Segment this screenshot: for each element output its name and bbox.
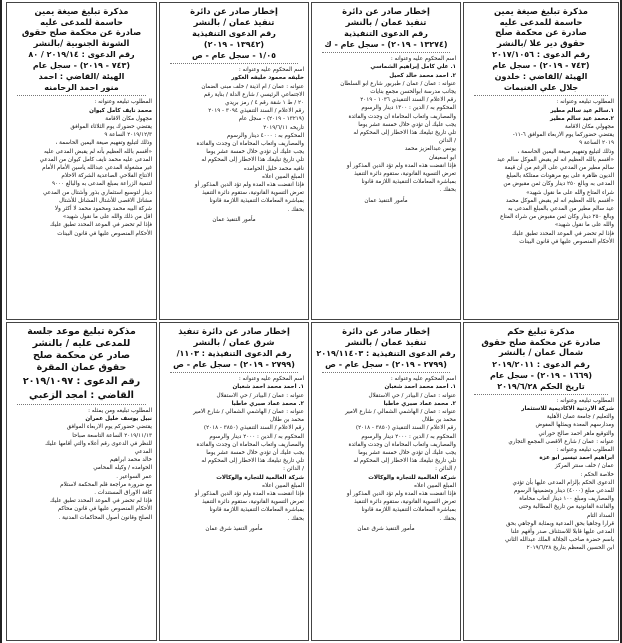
body-line: / الدائن xyxy=(438,138,456,145)
body-line: يجب عليك أن تؤدي خلال خمسة عشر يوما xyxy=(206,450,304,457)
case-number-line: رقم الدعوى التنفيذية xyxy=(192,29,276,39)
body-line: لتنمية الزراعة بمبلغ المدعى به والبالغ ٩٠٠٠ xyxy=(52,181,152,188)
body-line: ٢٠١٩/١١/١٣ الساعة التاسعة صباحا xyxy=(72,432,152,439)
body-line: وبالغ ٢٥٠ دينار وكان ثمن مقبوض من شراء المتاع xyxy=(500,214,614,221)
body-line: عنوانه : عمان / ام اذينة / خلف مبنى الضمان xyxy=(201,83,304,90)
body-line: تلي تاريخ تبليغك هذا الاخطار إلى المحكوم له xyxy=(353,130,456,137)
notice-header xyxy=(316,6,456,27)
section-divider xyxy=(17,95,146,96)
signature-line: مأمور التنفيذ عمان xyxy=(364,197,408,204)
body-line: المبلغ المبين اعلاه xyxy=(262,482,304,489)
case-number-line: رقم الدعوى : ٢٠١٧/١٠٥٦ xyxy=(492,50,590,60)
body-line: باسم حضرة صاحب الجلالة الملك عبدالله الثاني xyxy=(505,537,614,544)
body-line: شركة الاردنية الاكاديمية للاستثمار xyxy=(521,405,614,412)
body-line: عمر السواعير . xyxy=(116,473,152,480)
notice-execution-east-amman-2 xyxy=(159,322,309,641)
case-number-line: (١٣٢٧٤ - ٢٠١٩) - سجل عام - ك xyxy=(324,40,448,50)
body-line: المدعى عليها قابلا للاستئناف صدر وأفهم علنا xyxy=(510,529,614,536)
case-number-line: (٢٧٩٩ - ٢٠١٩) - سجل عام - ص xyxy=(173,360,295,370)
case-number-line: رقم الدعوى : ٢٠١٩/٢٠١١ xyxy=(492,359,590,369)
body-line: بمباشرة المعاملات التنفيذية اللازمة قانونا xyxy=(361,179,456,186)
body-line: ابن الحسين المعظم بتاريخ ٢٠١٩/٦/٢٨ xyxy=(526,545,614,552)
body-line: وذلك لتبليغ وتفهيم صيغة اليمين الحاسمة ، xyxy=(55,140,152,147)
body-line: خالد محمد ابراهيم xyxy=(109,457,152,464)
body-line: فإذا لم تحضر في الموعد المحدد تطبق عليك xyxy=(49,498,152,505)
body-line: يقتضي حضورك يوم الثلاثاء الموافق xyxy=(70,123,152,130)
body-line: رقم الاعلام / السند التنفيذي ١٠٣٦ - ٢٠١٩ xyxy=(360,97,456,104)
left-margin-strip xyxy=(0,0,2,643)
notice-header xyxy=(164,6,304,27)
notice-header-line: صادر عن محكمة صلح xyxy=(32,350,131,361)
case-number-line: الهيئة /القاضي : احمد xyxy=(38,72,125,82)
body-line: تعرض التسوية القانونية، ستقوم دائرة التنفيذ xyxy=(202,499,304,506)
body-line: غير مشغولة المدعي عبدالله ياسين الأمام الأمام xyxy=(42,165,152,171)
body-line: يجب عليك أن تؤدي خلال خمسة عشر يوما xyxy=(206,149,304,156)
body-line: الأحكام المنصوص عليها في قانون البينات xyxy=(57,230,152,237)
body-line: ٢. محمد عماد صبري خاطبا xyxy=(383,400,456,407)
body-line: يجب عليك أن تؤدي خلال خمسة عشر يوما xyxy=(358,121,456,128)
body-line: المبلغ المبين اعلاه xyxy=(262,173,304,180)
body-line: تعرض التسوية القانونية، ستقوم دائرة التنفيذ xyxy=(354,171,456,178)
body-line: تلي تاريخ تبليغك هذا الاخطار إلى المحكوم له xyxy=(201,458,304,465)
signature-line: مأمور التنفيذ شرق عمان xyxy=(357,525,415,532)
body-line: المدعى عليه محمد نايف كامل كيوان من المدعي xyxy=(39,156,152,163)
notice-hearing-amman xyxy=(6,322,157,641)
body-line: الدعوى الحكم بإلزام المدعى عليها بأن تؤدي xyxy=(512,479,614,486)
body-line: كافة الاوراق المستندات . xyxy=(94,490,152,497)
body-line: مجهولي مكان الاقامة xyxy=(564,123,614,130)
body-line: ٢٠ / ط ١ شقة رقم ٤ / رمز بريدي xyxy=(225,100,304,106)
notice-header-line: حاسمة للمدعى عليه xyxy=(40,16,123,27)
body-line: «أقسم بالله العظيم بأنه لم يقبض المدعى عليه xyxy=(43,148,152,155)
section-divider xyxy=(322,372,450,373)
notice-header-line: شمال عمان / بالنشر xyxy=(498,347,584,358)
notice-header-line: تنفيذ عمان / بالنشر xyxy=(345,16,427,27)
body-line: المحكوم به : ٤٠٠٠ دينار والرسوم xyxy=(226,132,304,139)
case-number-line: (٧٤٣ - ٢٠١٩) - سجل عام xyxy=(492,61,590,71)
body-line: قرارا وجاهيا بحق المدعية وبمثابة الوجاهي بحق xyxy=(506,520,614,527)
body-line: «أقسم بالله العظيم انه لم يقبض الموكل محمد xyxy=(505,197,614,204)
notice-header xyxy=(11,6,152,48)
body-line: (١٣٢١٩ - ٢٠١٩) - سجل عام xyxy=(238,116,304,123)
body-line: المبلغ المبين اعلاه xyxy=(414,482,456,489)
notice-header-line: شرق عمان / بالنشر xyxy=(193,336,275,347)
signature-line: مأمور التنفيذ عمان xyxy=(212,216,256,223)
body-line: شراء المتاع والله على ما نقول شهيد» xyxy=(526,189,614,196)
notice-oath-deir-alla xyxy=(463,2,619,320)
body-line: اقل من ذلك والله على ما نقول شهيد» xyxy=(62,214,152,221)
section-divider xyxy=(474,394,608,395)
case-number-line: رقم الدعوى التنفيذية : ١١٠٣/ xyxy=(176,349,292,359)
body-line: تلي تاريخ تبليغك هذا الاخطار إلى المحكوم له xyxy=(353,458,456,465)
body-line: المطلوب تبليغه ومن يمثله : xyxy=(88,408,152,414)
body-line: ابو اسعيفان xyxy=(428,154,456,161)
body-line: / الدائن : xyxy=(283,466,304,473)
body-line: اسم المحكوم عليه وعنوانه : xyxy=(238,376,304,383)
notice-header xyxy=(468,6,614,48)
notice-header-line: تنفيذ عمان / بالنشر xyxy=(345,336,427,347)
body-line: الأحكام المنصوص عليها في قانون البينات xyxy=(519,238,614,245)
section-divider xyxy=(170,63,298,64)
body-line: شركة العالمية للتجارة والوكالات xyxy=(216,474,304,481)
body-line: المحكوم به / الدين : ٢٠٠٠ دينار والرسوم xyxy=(209,433,304,440)
body-line: محمد بن طلال xyxy=(269,417,304,424)
body-line: محمد بن طلال xyxy=(421,417,456,424)
body-line: عنوانه : عمان / الهاشمي الشمالي / شارع الامير xyxy=(193,409,304,415)
body-line: وذلك لتبليغ وتفهيم صيغة اليمين الحاسمة ، xyxy=(517,148,614,155)
body-line: يجب عليك أن تؤدي خلال خمسة عشر يوما xyxy=(358,450,456,457)
case-number-line: الهيئة /القاضي : خلدون xyxy=(494,72,588,82)
notice-header-line: حقوق عمان المقرة xyxy=(36,362,127,373)
notice-header xyxy=(316,326,456,347)
body-line: رقم الاعلام / السند التنفيذي (٣٨٥٠ - ٢٠١٨) xyxy=(203,425,304,432)
body-line: والله على ما نقول شهيد» xyxy=(554,222,614,229)
case-number-line: (٧٤٣ - ٢٠١٩) - سجل عام xyxy=(32,61,131,71)
section-divider xyxy=(474,95,608,96)
case-number-line: رقم الدعوى التنفيذية xyxy=(344,29,428,39)
body-line: مشاتل الاقصى للأشتال المشاتل للأشتال xyxy=(59,197,152,204)
notice-header-line: مذكرة تبليغ موعد جلسة xyxy=(27,326,136,337)
case-number-line: تاريخ الحكم ٢٠١٩/٦/٢٨ xyxy=(497,381,585,391)
notice-header-line: صادرة عن محكمة صلح حقوق xyxy=(481,336,601,347)
case-number-line: (١٣٩٤٢ - ٢٠١٩) xyxy=(203,40,265,50)
body-line: المدعي xyxy=(134,449,152,456)
notice-header-line: مذكرة تبليغ صيغة يمين xyxy=(34,6,129,16)
body-line: تلي تاريخ تبليغك هذا الاخطار إلى المحكوم له xyxy=(201,157,304,164)
body-line: فإذا لم تحضر في الموعد المحدد تطبق عليك xyxy=(49,222,152,229)
notice-header-line: تنفيذ عمان / بالنشر xyxy=(193,16,275,27)
body-line: خليفه محمود خليفه العكور xyxy=(231,75,304,82)
body-line: والمصاريف واتعاب المحاماة ان وجدت والفائدة xyxy=(348,113,456,120)
case-number-line: رقم الدعوى : ٢٠١٩/١٠٩٧ xyxy=(22,376,141,387)
body-line: المطلوب تبليغه وعنوانه : xyxy=(556,447,614,453)
body-line: بحقك . xyxy=(439,515,456,522)
notice-header-line: إخطار صادر عن دائرة xyxy=(190,6,278,16)
body-line: فإذا انقضت هذه المدة ولم تؤد الدين المذكور أو xyxy=(194,491,304,498)
body-line: يقتضي حضوركما يوم الاربعاء الموافق ٦-١١- xyxy=(512,132,614,139)
notice-header-line: إخطار صادر عن دائرة xyxy=(342,326,430,336)
notice-execution-amman-2 xyxy=(159,2,309,320)
notice-header-line: حاسمة للمدعى عليه xyxy=(499,16,583,27)
body-line: عنوانه : عمان / عمان / طبربور شارع ابو السلطان xyxy=(340,80,456,87)
body-line: بحقك . xyxy=(439,187,456,194)
notice-header-line: الشونة الجنوبية /بالنشر xyxy=(33,37,130,48)
section-divider xyxy=(170,372,298,373)
case-number-line: رقم الدعوى التنفيذية : ٢٠١٩/١١٤٠٣ xyxy=(316,349,456,359)
signature-line: مأمور التنفيذ شرق عمان xyxy=(205,525,263,532)
body-line: عمان / خلف سنتر المركز xyxy=(555,463,614,470)
notice-header xyxy=(164,326,304,347)
body-line: يونس عبدالعزيز محمد xyxy=(404,146,456,153)
case-number-line: جلال علي الغنيمات xyxy=(503,83,579,93)
notice-header-line: حقوق دير علا /بالنشر xyxy=(497,37,585,48)
body-line: ١. احمد محمد احمد شعبان xyxy=(384,384,456,391)
body-line: ١. علي كامل إبراهيم الشماسي xyxy=(370,64,456,71)
body-line: نافيه محمد خليل الحوامده xyxy=(243,165,304,172)
notice-header-line: صادرة عن محكمة صلح حقوق xyxy=(21,27,142,38)
notice-header-line: إخطار صادر عن دائرة تنفيذ xyxy=(178,326,290,336)
body-line: الاجتماعي الرئيسي / شارع الدلة / بناية رقم xyxy=(203,91,304,98)
case-number-line: منور احمد الرحامنه xyxy=(44,83,119,93)
case-number-line: القاضي : امجد الزعبي xyxy=(29,389,134,401)
body-line: والتعليم / جامعة عمان الأهلية xyxy=(546,414,614,421)
body-line: فإذا انقضت هذه المدة ولم تؤد الدين المذكور أو xyxy=(346,491,456,498)
notice-execution-east-amman-1 xyxy=(311,322,461,641)
body-line: بمباشرة المعاملات التنفيذية اللازمة قانونا xyxy=(361,507,456,514)
body-line: بحقك . xyxy=(287,515,304,522)
body-line: والتوقيع ماهر احمد صالح حوراني xyxy=(538,430,614,437)
body-line: الصلح وقانون أصول المحاكمات المدنية . xyxy=(58,514,152,521)
body-line: الأحكام المنصوص عليها في قانون محاكم xyxy=(57,506,152,513)
body-line: عنوانه : عمان / البيادر / حي الاستقلال xyxy=(368,392,456,399)
body-line: اسم المحكوم عليه وعنوانه : xyxy=(390,56,456,63)
body-line: المدعى به وبالغ ٢٥٠ دينار وكان ثمن مقبوض من xyxy=(503,181,614,188)
body-line: والمصاريف واتعاب المحاماة ان وجدت والفائدة xyxy=(196,441,304,448)
body-line: شركة البيه محمد ومحمود محمد لا أكثر ولا xyxy=(54,206,152,213)
body-line: عنوانه : عمان / الهاشمي الشمالي / شارع الامير xyxy=(345,409,456,415)
notice-header-line: مذكرة تبليغ حكم xyxy=(507,326,575,336)
body-line: فإذا انقضت هذه المدة ولم تؤد الدين المذكور أو xyxy=(194,182,304,189)
notice-oath-south-shouneh xyxy=(6,2,157,320)
body-line: ٢٠١٩ الساعة ٩ xyxy=(579,140,614,147)
body-line: اسم المحكوم عليه وعنوانه : xyxy=(238,67,304,74)
body-line: يجانب مدرسة ابوالحسن مجمع بنايات xyxy=(370,89,456,95)
body-line: شركة العالمية للتجارة والوكالات xyxy=(368,474,456,481)
body-line: ١.سالم عيد سالم مطير xyxy=(550,107,614,114)
case-number-line: ١/٠٥ - سجل عام - ص xyxy=(191,51,276,61)
notice-header xyxy=(11,326,152,374)
case-number-line: (١٦٦٩ - ٢٠١٩) - سجل عام xyxy=(489,370,593,380)
body-line: المحكوم به / الدين : ٢٠٠٠ دينار والرسوم xyxy=(361,433,456,440)
body-line: ومدارسهم المعدة ويمثلها المفوض xyxy=(535,422,614,429)
body-line: «أقسم بالله العظيم انه لم يقبض الموكل سالم عيد xyxy=(497,156,614,163)
body-line: عنوانه : عمان / البيادر / حي الاستقلال xyxy=(216,392,304,399)
body-line: اسم المحكوم عليه وعنوانه : xyxy=(390,376,456,383)
body-line: تاريخه ٢٠١٩/٦/١١ xyxy=(263,124,304,131)
body-line: والمصاريف واتعاب المحاماة ان وجدت والفائدة xyxy=(348,441,456,448)
body-line: الحوامده / وكيله المحامي xyxy=(93,465,152,472)
body-line: الانتاج الفلاحي الصاعدية الشركة الاحلام xyxy=(61,173,152,180)
notice-header-line: مذكرة تبليغ صيغة يمين xyxy=(494,6,588,16)
body-line: بمباشرة المعاملات التنفيذية اللازمة قانونا xyxy=(209,198,304,205)
body-line: المحكوم به / الدين : ١٣٠٠ دينار والرسوم xyxy=(361,105,456,112)
notice-header xyxy=(468,326,614,358)
body-line: رقم الاعلام / السند التنفيذي (٣٨٥٠ - ٢٠١٨) xyxy=(355,425,456,432)
body-line: المطلوب تبليغه وعنوانه : xyxy=(94,99,152,106)
body-line: ٢. احمد محمد خالد كحيل xyxy=(389,72,456,79)
body-line: ٢. محمد عماد صبري خاطبا xyxy=(231,400,304,407)
body-line: للنظر في الدعوى رقم أعلاه والتي أقامها عليك xyxy=(45,440,152,447)
body-line: فإذا انقضت هذه المدة ولم تؤد الدين المذكور أو xyxy=(346,162,456,169)
section-divider xyxy=(322,52,450,53)
body-line: السداد التام xyxy=(586,512,614,519)
body-line: للمدعي مبلغ (٤٠٠٠) دينار وتضمينها الرسوم xyxy=(513,488,614,495)
body-line: تعرض التسوية القانونية، ستقوم دائرة التنفيذ xyxy=(202,190,304,197)
body-line: تعرض التسوية القانونية، ستقوم دائرة التنفيذ xyxy=(354,499,456,506)
body-line: دينار لتوسيع استثماري بذور وأشتال من المدعي xyxy=(42,189,152,196)
body-line: والمصاريف ومبلغ ١٠٠ دينار أتعاب محاماة xyxy=(519,496,614,503)
body-line: فإذا لم تحضر في الموعد المحدد تطبق عليك xyxy=(511,230,614,237)
notice-header-line: إخطار صادر عن دائرة xyxy=(342,6,430,16)
body-line: الديون ظاهرة على بيع مرهونات ممتلكة بالمبلغ xyxy=(506,173,614,180)
body-line: ٢.محمد عيد سالم مطير xyxy=(550,115,614,122)
body-line: عنوانه : عمان / شارع الاقصى المجمع التجاري xyxy=(508,438,614,445)
body-line: خلاصة الحكم : xyxy=(580,471,614,478)
body-line: مجهول مكان الاقامة xyxy=(105,115,152,122)
body-line: بحقك . xyxy=(287,206,304,213)
notice-header-line: صادرة عن محكمة صلح xyxy=(495,27,587,38)
section-divider xyxy=(17,404,146,405)
body-line: ٢٠١٩/١٢/٣ الساعة ٩ xyxy=(104,132,152,139)
body-line: والفائدة القانونية من تاريخ المطالبة وحتى xyxy=(518,504,614,511)
body-line: / الدائن : xyxy=(435,466,456,473)
body-line: المطلوب تبليغه وعنوانه : xyxy=(556,397,614,404)
case-number-line: (٢٧٩٩ - ٢٠١٩) - سجل عام - ص xyxy=(325,360,447,370)
body-line: عيد سالم مطير من المدعي بالمبلغ المدعى به xyxy=(508,206,614,213)
body-line: ابراهيم احمد تيسير ابو عزة xyxy=(539,455,614,462)
case-number-line: رقم الدعوى : ٢٠١٩/١٤ / ٨٠ xyxy=(28,50,135,60)
body-line: رقم الاعلام / السند التنفيذي ٣٠٩٤ - ٢٠١٩ xyxy=(208,108,304,115)
body-line: سالم مطير من المدعي على الرغم من أن قيمة xyxy=(504,165,614,171)
notice-execution-amman-1 xyxy=(311,2,461,320)
body-line: ١. احمد محمد احمد شعبان xyxy=(232,384,304,391)
body-line: محمد نايف كامل كيوان xyxy=(89,107,152,114)
body-line: يقتضي حضوركم يوم الاربعاء الموافق xyxy=(66,424,152,431)
body-line: نبيل يوسف خليل عمران xyxy=(85,416,152,423)
body-line: بمباشرة المعاملات التنفيذية اللازمة قانونا xyxy=(209,507,304,514)
notice-judgment-north-amman xyxy=(463,322,619,641)
notice-header-line: للمدعى عليه / بالنشر xyxy=(32,338,131,349)
body-line: المطلوب تبليغه وعنوانه : xyxy=(556,99,614,106)
body-line: والمصاريف واتعاب المحاماة ان وجدت والفائدة xyxy=(196,141,304,148)
body-line: مع ضرورة مراجعة قلم المحكمة لاستلام xyxy=(60,481,152,488)
